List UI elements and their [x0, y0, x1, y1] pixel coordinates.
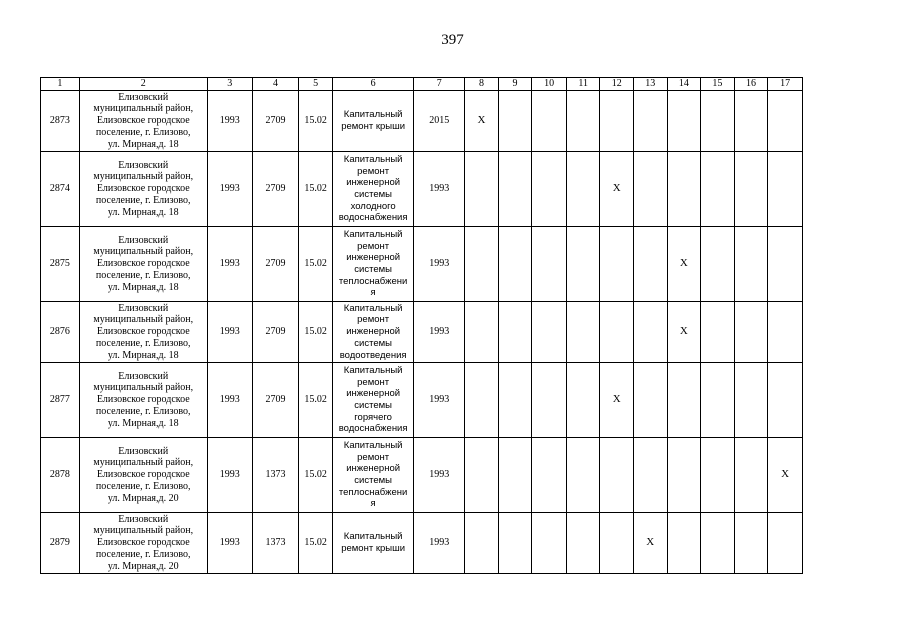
table-row — [41, 91, 803, 152]
text-line: Елизовское городское — [96, 183, 190, 195]
empty-cell-col-9 — [498, 438, 532, 513]
code-cell: 15.02 — [299, 152, 333, 227]
text-line: Капитальный — [343, 109, 403, 121]
text-line: Капитальный — [343, 531, 403, 543]
column-header-1: 1 — [41, 78, 80, 91]
plan-year-cell: 2015 — [414, 91, 465, 152]
text-line: Елизовский — [118, 445, 169, 457]
text-line: Елизовский — [118, 91, 169, 103]
text-line: теплоснабжени — [338, 275, 408, 287]
row-number: 2874 — [41, 152, 80, 227]
page-number: 397 — [441, 32, 464, 48]
column-header-5: 5 — [299, 78, 333, 91]
year-cell: 1993 — [207, 302, 252, 363]
empty-cell-col-10 — [532, 152, 567, 227]
text-line: муниципальный район, — [93, 246, 194, 258]
empty-cell-col-16 — [734, 91, 768, 152]
mark-cell-col-13: X — [634, 513, 668, 574]
empty-cell-col-10 — [532, 302, 567, 363]
column-header-13: 13 — [634, 78, 668, 91]
year-cell: 1993 — [207, 227, 252, 302]
empty-cell-col-15 — [701, 513, 735, 574]
text-line: ремонт крыши — [341, 121, 406, 132]
column-header-4: 4 — [252, 78, 299, 91]
empty-cell-col-16 — [734, 438, 768, 513]
address-cell — [79, 302, 207, 363]
empty-cell-col-9 — [498, 302, 532, 363]
table-row — [41, 152, 803, 227]
header-row — [41, 78, 803, 91]
address-cell — [79, 438, 207, 513]
text-line: поселение, г. Елизово, — [95, 337, 191, 349]
text-line: инженерной — [346, 177, 401, 189]
text-line: муниципальный район, — [93, 103, 194, 115]
mark-cell-col-14: X — [667, 302, 701, 363]
code-cell: 15.02 — [299, 302, 333, 363]
row-number: 2875 — [41, 227, 80, 302]
code-cell: 15.02 — [299, 363, 333, 438]
plan-year-cell: 1993 — [414, 438, 465, 513]
column-header-10: 10 — [532, 78, 567, 91]
empty-cell-col-11 — [566, 363, 600, 438]
work-type-cell — [332, 363, 413, 438]
year-cell: 1993 — [207, 363, 252, 438]
column-header-2: 2 — [79, 78, 207, 91]
plan-year-cell: 1993 — [414, 302, 465, 363]
text-line: инженерной — [346, 463, 401, 475]
text-line: горячего — [354, 411, 392, 423]
work-type-cell — [332, 91, 413, 152]
row-number: 2878 — [41, 438, 80, 513]
empty-cell-col-13 — [634, 363, 668, 438]
empty-cell-col-9 — [498, 91, 532, 152]
area-cell: 2709 — [252, 152, 299, 227]
empty-cell-col-10 — [532, 227, 567, 302]
text-line: системы — [354, 475, 392, 486]
column-header-12: 12 — [600, 78, 634, 91]
empty-cell-col-11 — [566, 513, 600, 574]
text-line: ул. Мирная,д. 18 — [107, 138, 179, 150]
text-line: ремонт — [357, 165, 390, 177]
empty-cell-col-9 — [498, 152, 532, 227]
text-line: ул. Мирная,д. 20 — [107, 492, 179, 504]
column-header-11: 11 — [566, 78, 600, 91]
text-line: системы — [354, 189, 392, 200]
empty-cell-col-13 — [634, 91, 668, 152]
plan-year-cell: 1993 — [414, 227, 465, 302]
text-line: ремонт крыши — [341, 543, 406, 554]
row-number: 2873 — [41, 91, 80, 152]
address-cell — [79, 91, 207, 152]
area-cell: 2709 — [252, 91, 299, 152]
empty-cell-col-17 — [768, 513, 803, 574]
text-line: водоотведения — [339, 349, 407, 361]
row-number: 2876 — [41, 302, 80, 363]
text-line: системы — [354, 400, 392, 411]
empty-cell-col-11 — [566, 227, 600, 302]
address-cell — [79, 513, 207, 574]
empty-cell-col-14 — [667, 152, 701, 227]
year-cell: 1993 — [207, 513, 252, 574]
empty-cell-col-8 — [465, 513, 499, 574]
mark-cell-col-17: X — [768, 438, 803, 513]
text-line: Капитальный — [343, 364, 403, 376]
text-line: ул. Мирная,д. 18 — [107, 349, 179, 361]
column-header-7: 7 — [414, 78, 465, 91]
year-cell: 1993 — [207, 438, 252, 513]
text-line: ремонт — [357, 376, 390, 388]
text-line: теплоснабжени — [338, 486, 408, 498]
plan-year-cell: 1993 — [414, 513, 465, 574]
mark-cell-col-12: X — [600, 152, 634, 227]
empty-cell-col-15 — [701, 438, 735, 513]
text-line: Капитальный — [343, 302, 403, 314]
column-header-8: 8 — [465, 78, 499, 91]
text-line: Елизовский — [118, 159, 169, 171]
code-cell: 15.02 — [299, 438, 333, 513]
text-line: ул. Мирная,д. 18 — [107, 281, 179, 293]
mark-cell-col-12: X — [600, 363, 634, 438]
work-type-cell — [332, 302, 413, 363]
text-line: инженерной — [346, 388, 401, 400]
empty-cell-col-16 — [734, 363, 768, 438]
empty-cell-col-16 — [734, 302, 768, 363]
empty-cell-col-17 — [768, 91, 803, 152]
text-line: Елизовское городское — [96, 469, 190, 481]
empty-cell-col-8 — [465, 363, 499, 438]
row-number: 2879 — [41, 513, 80, 574]
empty-cell-col-11 — [566, 438, 600, 513]
capital-repair-table — [40, 77, 803, 574]
code-cell: 15.02 — [299, 513, 333, 574]
empty-cell-col-14 — [667, 363, 701, 438]
empty-cell-col-8 — [465, 302, 499, 363]
empty-cell-col-10 — [532, 363, 567, 438]
row-number: 2877 — [41, 363, 80, 438]
empty-cell-col-16 — [734, 513, 768, 574]
empty-cell-col-9 — [498, 513, 532, 574]
mark-cell-col-14: X — [667, 227, 701, 302]
empty-cell-col-17 — [768, 363, 803, 438]
text-line: Елизовское городское — [96, 326, 190, 338]
table-row — [41, 302, 803, 363]
empty-cell-col-8 — [465, 152, 499, 227]
empty-cell-col-12 — [600, 438, 634, 513]
empty-cell-col-10 — [532, 438, 567, 513]
table-row — [41, 363, 803, 438]
empty-cell-col-12 — [600, 513, 634, 574]
text-line: поселение, г. Елизово, — [95, 194, 191, 206]
empty-cell-col-12 — [600, 302, 634, 363]
area-cell: 1373 — [252, 513, 299, 574]
empty-cell-col-9 — [498, 227, 532, 302]
empty-cell-col-13 — [634, 152, 668, 227]
text-line: ул. Мирная,д. 18 — [107, 206, 179, 218]
text-line: ул. Мирная,д. 18 — [107, 417, 179, 429]
empty-cell-col-12 — [600, 91, 634, 152]
column-header-3: 3 — [207, 78, 252, 91]
code-cell: 15.02 — [299, 91, 333, 152]
work-type-cell — [332, 438, 413, 513]
text-line: Капитальный — [343, 153, 403, 165]
address-cell — [79, 152, 207, 227]
column-header-15: 15 — [701, 78, 735, 91]
empty-cell-col-11 — [566, 91, 600, 152]
empty-cell-col-15 — [701, 91, 735, 152]
empty-cell-col-13 — [634, 438, 668, 513]
text-line: поселение, г. Елизово, — [95, 269, 191, 281]
text-line: инженерной — [346, 326, 401, 338]
empty-cell-col-11 — [566, 152, 600, 227]
text-line: ремонт — [357, 451, 390, 463]
text-line: поселение, г. Елизово, — [95, 405, 191, 417]
text-line: муниципальный район, — [93, 314, 194, 326]
empty-cell-col-14 — [667, 438, 701, 513]
empty-cell-col-16 — [734, 227, 768, 302]
column-header-16: 16 — [734, 78, 768, 91]
text-line: Елизовский — [118, 302, 169, 314]
empty-cell-col-10 — [532, 91, 567, 152]
empty-cell-col-16 — [734, 152, 768, 227]
empty-cell-col-14 — [667, 513, 701, 574]
empty-cell-col-14 — [667, 91, 701, 152]
area-cell: 1373 — [252, 438, 299, 513]
empty-cell-col-17 — [768, 227, 803, 302]
text-line: Елизовское городское — [96, 115, 190, 127]
text-line: водоснабжения — [338, 423, 408, 435]
empty-cell-col-9 — [498, 363, 532, 438]
code-cell: 15.02 — [299, 227, 333, 302]
text-line: поселение, г. Елизово, — [95, 126, 191, 138]
text-line: системы — [354, 264, 392, 275]
table-row — [41, 438, 803, 513]
text-line: ремонт — [357, 240, 390, 252]
empty-cell-col-17 — [768, 152, 803, 227]
text-line: муниципальный район, — [93, 382, 194, 394]
area-cell: 2709 — [252, 363, 299, 438]
empty-cell-col-13 — [634, 302, 668, 363]
text-line: поселение, г. Елизово, — [95, 480, 191, 492]
text-line: Елизовское городское — [96, 258, 190, 270]
text-line: Капитальный — [343, 228, 403, 240]
text-line: я — [370, 287, 376, 299]
mark-cell-col-8: X — [465, 91, 499, 152]
text-line: инженерной — [346, 252, 401, 264]
text-line: ремонт — [357, 314, 390, 326]
work-type-cell — [332, 152, 413, 227]
text-line: Елизовское городское — [96, 537, 190, 549]
text-line: Елизовский — [118, 234, 169, 246]
plan-year-cell: 1993 — [414, 363, 465, 438]
address-cell — [79, 363, 207, 438]
empty-cell-col-15 — [701, 152, 735, 227]
text-line: системы — [354, 337, 392, 349]
year-cell: 1993 — [207, 91, 252, 152]
text-line: ул. Мирная,д. 20 — [107, 560, 179, 572]
year-cell: 1993 — [207, 152, 252, 227]
column-header-17: 17 — [768, 78, 803, 91]
empty-cell-col-8 — [465, 438, 499, 513]
empty-cell-col-15 — [701, 302, 735, 363]
empty-cell-col-13 — [634, 227, 668, 302]
empty-cell-col-10 — [532, 513, 567, 574]
empty-cell-col-17 — [768, 302, 803, 363]
table-row — [41, 227, 803, 302]
text-line: Елизовский — [118, 513, 169, 525]
text-line: я — [370, 498, 376, 510]
empty-cell-col-15 — [701, 227, 735, 302]
table-body — [41, 91, 803, 574]
address-cell — [79, 227, 207, 302]
area-cell: 2709 — [252, 227, 299, 302]
work-type-cell — [332, 227, 413, 302]
text-line: муниципальный район, — [93, 457, 194, 469]
empty-cell-col-15 — [701, 363, 735, 438]
plan-year-cell: 1993 — [414, 152, 465, 227]
text-line: Елизовский — [118, 370, 169, 382]
text-line: Капитальный — [343, 439, 403, 451]
table-row — [41, 513, 803, 574]
text-line: муниципальный район, — [93, 171, 194, 183]
text-line: холодного — [350, 200, 396, 212]
text-line: водоснабжения — [338, 212, 408, 224]
column-header-6: 6 — [332, 78, 413, 91]
text-line: Елизовское городское — [96, 394, 190, 406]
empty-cell-col-11 — [566, 302, 600, 363]
text-line: муниципальный район, — [93, 525, 194, 537]
column-header-14: 14 — [667, 78, 701, 91]
text-line: поселение, г. Елизово, — [95, 548, 191, 560]
empty-cell-col-12 — [600, 227, 634, 302]
empty-cell-col-8 — [465, 227, 499, 302]
work-type-cell — [332, 513, 413, 574]
column-header-9: 9 — [498, 78, 532, 91]
area-cell: 2709 — [252, 302, 299, 363]
